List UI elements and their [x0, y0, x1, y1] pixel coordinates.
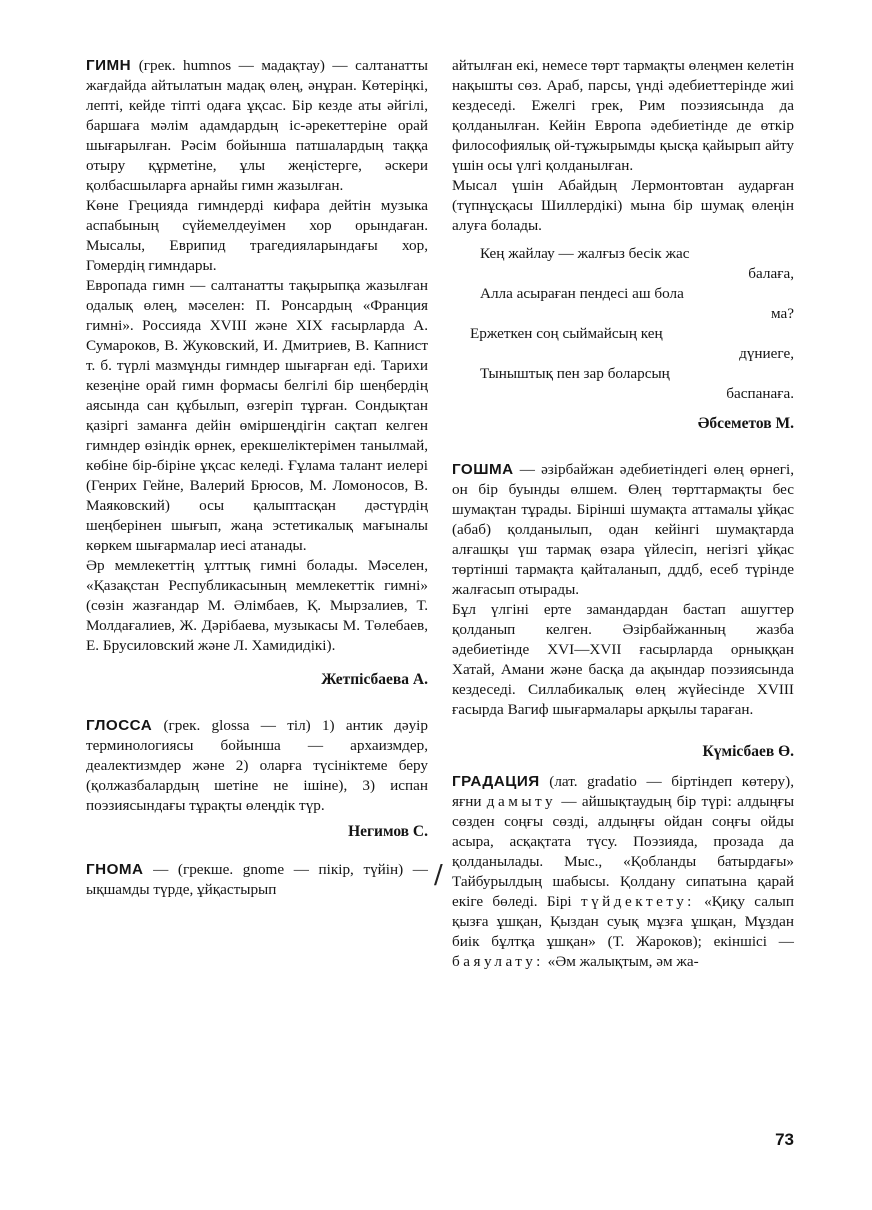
- entry-gradatsiya-text-4: «Әм жалықтым, әм жа-: [547, 953, 699, 970]
- verse-line-4: Тыныштық пен зар боларсың: [480, 365, 670, 382]
- left-column: [86, 56, 428, 900]
- entry-goshma-p2: Бұл үлгіні ерте замандардан бастап ашугтер қолданып келген. Әзірбайжанның жазба әдебиетінде XVI—XVII ғасырларда орныққан Хатай, Амани және басқа да ақындар поэзиясында кездеседі. Силлабикалық өлең жүйесінде XVIII ғасырда Вагиф шығармалары арқылы тараған.: [452, 601, 794, 718]
- entry-gradatsiya-text-2: — айшықтаудың бір түрі: алдыңғы сөзден соңғы сөзді, алдыңғы ойдан соңғы ойды асыра, асқақтата түсу. Поэзияда, прозада да қолданылады. Мыс., «Қобланды батырдағы» Тайбурылдың шабысы. Қолдану сипатына қарай екіге бөледі. Бірі: [452, 793, 795, 910]
- verse-line-3: Ержеткен соң сыймайсың кең: [470, 325, 663, 342]
- margin-pen-mark: /: [434, 860, 443, 890]
- author-gimn: Жетпісбаева А.: [321, 671, 428, 688]
- entry-gnoma-text: — (грекше. gnome — пікір, түйін) — ықшамды түрде, ұйқастырып: [86, 861, 428, 898]
- entry-gnoma: [86, 860, 428, 900]
- author-glossa: Негимов С.: [348, 823, 428, 840]
- headword-gimn: ГИМН: [86, 57, 132, 74]
- headword-gradatsiya: ГРАДАЦИЯ: [452, 773, 540, 790]
- verse-quote: [452, 244, 794, 404]
- entry-gnoma-continued-p1: айтылған екі, немесе төрт тармақты өлеңмен келетін нақышты сөз. Араб, парсы, үнді әдебиеттерінде жиі кездеседі. Ежелгі грек, Рим поэзиясында да қолданылған. Кейін Европа әдебиетінде де өткір философиялық ой-тұжырымды қысқа қайырып айту үшін осы үлгі қолданылған.: [452, 57, 794, 174]
- verse-line-3-continuation: дүниеге,: [739, 345, 794, 362]
- entry-gradatsiya-text-3: «Қиқу салып қызға ұшқан, Қыздан суық мұзға ұшқан, Мұздан биік бұлтқа ұшқан» (Т. Жароков); екіншісі —: [452, 893, 794, 950]
- verse-line-1: Кең жайлау — жалғыз бесік жас: [480, 245, 690, 262]
- entry-gimn-p2: Көне Грецияда гимндерді кифара дейтін музыка аспабының сүйемелдеуімен хор орындаған. Мысалы, Еврипид трагедияларындағы хор, Гомердің гимндары.: [86, 197, 428, 274]
- entry-gnoma-continued-p2: Мысал үшін Абайдың Лермонтовтан аударған (түпнұсқасы Шиллердікі) мына бір шумақ өлеңін алуға болады.: [452, 177, 794, 234]
- spaced-term-tuydektetu: түйдектету:: [580, 893, 695, 910]
- page-number: 73: [775, 1130, 794, 1149]
- entry-gimn-p3: Европада гимн — салтанатты тақырыпқа жазылған одалық өлең, мәселен: П. Ронсардың «Франция гимні». Россияда XVIII және XIX ғасырларда А. Сумароков, В. Жуковский, И. Дмитриев, В. Капнист т. б. түрлі мазмұнды гимндер шығарған еді. Тарихи кезеңіне орай гимн формасы белгілі бір шеңбердің аясында сан құбылып, өзгеріп тұрған. Сондықтан қазіргі заманға дейін өміршеңдігін сақтап келген гимндер өзіндік өрнек, ерекшеліктерімен танылмай, көбіне бір-біріне ұқсас келеді. Ғұлама талант иелері (Генрих Гейне, Валерий Брюсов, М. Ломоносов, В. Маяковский) осы қалыптасқан дәстүрдің шеңберінен шығып, жаңа эстетикалық мағыналы көркем шығармалар иесі атанады.: [86, 277, 428, 554]
- spaced-term-damytu: дамыту: [486, 793, 557, 810]
- spaced-term-bayaulatu: баяулату:: [452, 953, 544, 970]
- entry-gradatsiya-text-1: (лат. gradatio — біртіндеп көтеру), яғни: [452, 773, 795, 810]
- entry-gimn-p4: Әр мемлекеттің ұлттық гимні болады. Мәселен, «Қазақстан Республикасының мемлекеттік гимні» (сөзін жазғандар М. Әлімбаев, Қ. Мырзалиев, Т. Молдағалиев, Ж. Дәрібаева, музыкасы М. Төлебаев, Е. Брусиловский және Л. Хамидидікі).: [86, 557, 428, 654]
- entry-gimn-p1: [86, 56, 428, 196]
- right-column: [452, 56, 794, 972]
- author-goshma: Күмісбаев Ө.: [702, 743, 794, 760]
- entry-glossa: [86, 716, 428, 816]
- headword-goshma: ГОШМА: [452, 461, 514, 478]
- verse-line-4-continuation: баспанаға.: [726, 385, 794, 402]
- entry-glossa-text: (грек. glossa — тіл) 1) антик дәуір терминологиясы бойынша — архаизмдер, деалектизмдер және 2) оларға түсініктеме беру (қолжазбалардың шетіне не ішіне), 3) испан поэзиясындағы тұрақты өлеңдік түр.: [86, 717, 428, 814]
- verse-line-2: Алла асыраған пендесі аш бола: [480, 285, 684, 302]
- headword-glossa: ГЛОССА: [86, 717, 153, 734]
- verse-line-1-continuation: балаға,: [748, 265, 794, 282]
- entry-gimn-text-1: (грек. humnos — мадақтау) — салтанатты жағдайда айтылатын мадақ өлең, әнұран. Көтеріңкі, лепті, кейде тіпті одаға ұқсас. Бір кезде аты әйгілі, баршаға мәлім адамдардың іс-әрекеттеріне орай шығарылған. Рәсім бойынша патшалардың таққа отыру құрметіне, ұлы жеңістерге, әскери қолбасшыларға арнайы гимн жазылған.: [86, 57, 428, 194]
- author-gnoma: Әбсеметов М.: [697, 415, 794, 432]
- entry-goshma-text: — әзірбайжан әдебиетіндегі өлең өрнегі, он бір буынды өлшем. Өлең төрттармақты бес шумақтан тұрады. Бірінші шумақта аттамалы ұйқас (абаб) қолданылып, одан кейінгі шумақтарда алғашқы үш тармақ өзара үйлесіп, негізгі ұйқас төртінші тармақта қайталанып, дддб, есеб түрінде жалғасып отырады.: [452, 461, 795, 598]
- headword-gnoma: ГНОМА: [86, 861, 144, 878]
- verse-line-2-continuation: ма?: [771, 305, 794, 322]
- entry-goshma-p1: [452, 460, 794, 600]
- entry-gradatsiya: [452, 772, 794, 972]
